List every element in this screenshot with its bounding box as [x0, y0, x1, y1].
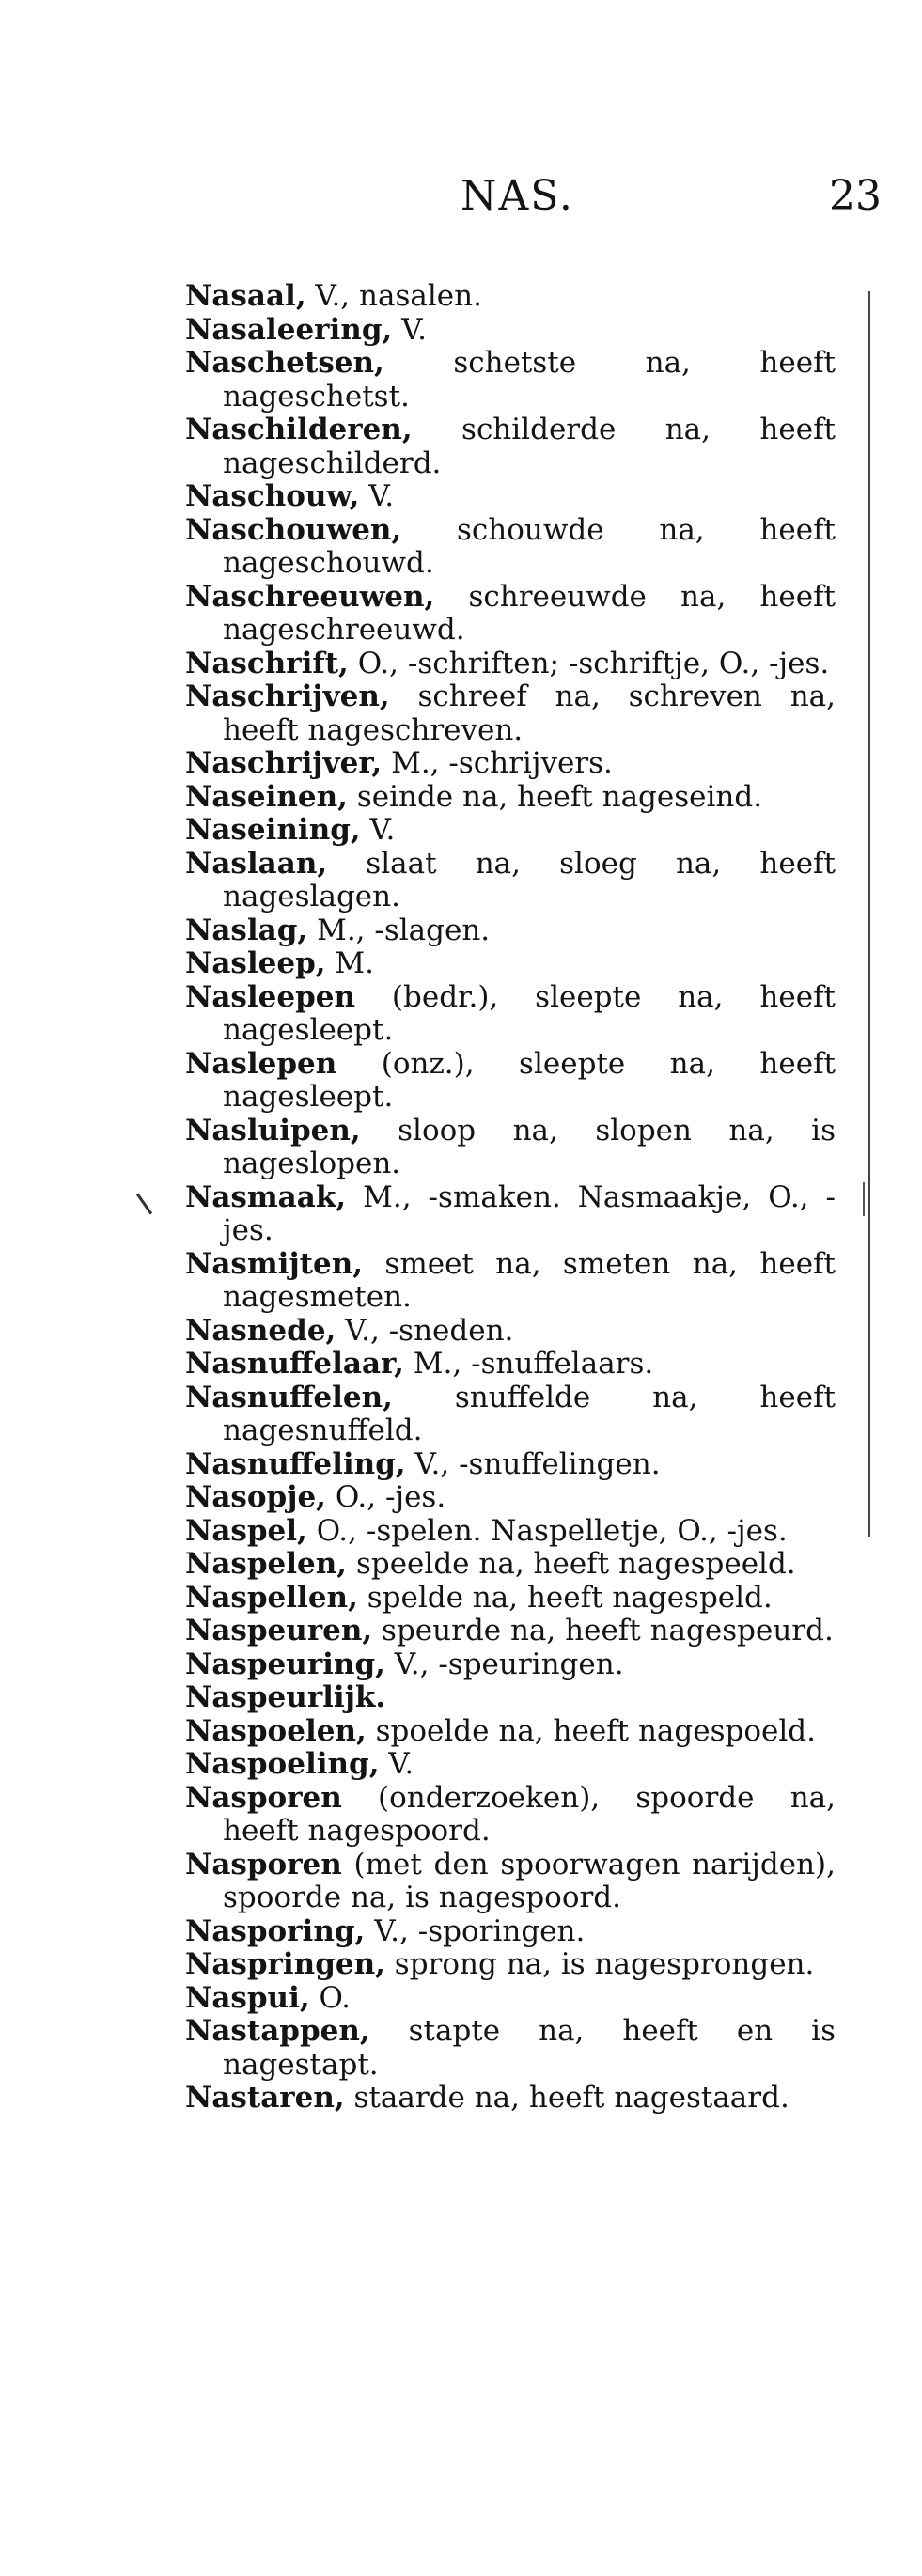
- entry-definition: O., -schriften; -schriftje, O., -jes.: [348, 646, 830, 680]
- entry-headword: Naschetsen,: [185, 346, 384, 380]
- entry-headword: Naspelen,: [185, 1547, 348, 1581]
- dictionary-entry: [185, 1615, 836, 1648]
- entry-headword: Naschrijven,: [185, 679, 390, 713]
- entry-definition: (onderzoeken), spoorde na, heeft nagespoord.: [223, 1780, 836, 1848]
- entry-headword: Naspringen,: [185, 1947, 385, 1981]
- entry-definition: V., nasalen.: [305, 279, 482, 313]
- entry-headword: Nasporing,: [185, 1913, 366, 1948]
- dictionary-entry: [185, 1982, 836, 2016]
- entry-headword: Naspoeling,: [185, 1747, 380, 1781]
- entry-definition: (bedr.), sleepte na, heeft nagesleept.: [223, 979, 836, 1047]
- dictionary-entry: [185, 581, 836, 648]
- entry-headword: Nasnuffelaar,: [185, 1347, 404, 1381]
- entry-definition: O.: [309, 1980, 351, 2015]
- dictionary-entry: [185, 1448, 836, 1482]
- entry-headword: Naschouwen,: [185, 512, 402, 547]
- dictionary-entry: [185, 848, 836, 914]
- dictionary-entry: [185, 1248, 836, 1315]
- dictionary-entry: [185, 1481, 836, 1515]
- dictionary-entry: [185, 814, 836, 848]
- entry-definition: M., -slagen.: [307, 913, 491, 947]
- entry-headword: Naspeurlijk.: [185, 1680, 386, 1714]
- entry-headword: Nastaren,: [185, 2081, 345, 2115]
- entry-definition: schreef na, schreven na, heeft nageschreven.: [223, 679, 836, 747]
- dictionary-entry: [185, 2082, 836, 2115]
- entry-headword: Nasaleering,: [185, 312, 393, 347]
- dictionary-entry: [185, 914, 836, 948]
- entry-definition: M., -schrijvers.: [382, 746, 613, 780]
- entry-headword: Naspui,: [185, 1980, 310, 2015]
- dictionary-entry: [185, 414, 836, 480]
- entry-headword: Nasleep,: [185, 946, 326, 980]
- dictionary-entry: [185, 1115, 836, 1181]
- entry-definition: O., -spelen. Naspelletje, O., -jes.: [306, 1513, 788, 1548]
- entry-headword: Naschreeuwen,: [185, 579, 435, 614]
- entry-headword: Naseinen,: [185, 779, 348, 814]
- entry-definition: O., -jes.: [325, 1480, 446, 1514]
- entry-headword: Naseining,: [185, 813, 361, 847]
- dictionary-entry: [185, 680, 836, 747]
- entry-headword: Nasnede,: [185, 1313, 336, 1348]
- margin-rule-tick: [863, 1182, 865, 1216]
- dictionary-entry: [185, 1748, 836, 1782]
- entry-definition: V., -speuringen.: [384, 1647, 624, 1681]
- entry-definition: spelde na, heeft nagespeld.: [357, 1580, 773, 1615]
- entry-definition: sloop na, slopen na, is nageslopen.: [223, 1113, 836, 1180]
- entry-definition: (onz.), sleepte na, heeft nagesleept.: [223, 1046, 836, 1114]
- running-head: [0, 172, 922, 228]
- entry-headword: Naslaan,: [185, 846, 328, 881]
- entry-headword: Naschouw,: [185, 479, 360, 513]
- margin-mark: [136, 1193, 152, 1214]
- entry-headword: Naspeuren,: [185, 1614, 373, 1647]
- entry-definition: V., -sporingen.: [365, 1913, 586, 1948]
- entry-definition: speelde na, heeft nagespeeld.: [347, 1547, 796, 1581]
- entry-headword: Nasleepen: [185, 979, 356, 1014]
- entry-definition: V.: [392, 312, 427, 347]
- dictionary-entry: [185, 1382, 836, 1448]
- dictionary-entry: [185, 1582, 836, 1616]
- entry-definition: slaat na, sloeg na, heeft nageslagen.: [223, 846, 836, 913]
- dictionary-entry: [185, 314, 836, 348]
- dictionary-entry: [185, 1948, 836, 1982]
- entry-definition: schetste na, heeft nageschetst.: [223, 346, 836, 414]
- dictionary-entry: [185, 347, 836, 414]
- entry-headword: Naspel,: [185, 1513, 307, 1548]
- dictionary-entry: [185, 1782, 836, 1849]
- entry-headword: Nasporen: [185, 1847, 342, 1881]
- entry-headword: Naschrijver,: [185, 746, 383, 780]
- dictionary-entry: [185, 1715, 836, 1749]
- entry-definition: V.: [379, 1747, 414, 1781]
- entry-definition: V., -snuffelingen.: [405, 1446, 661, 1481]
- dictionary-entry: [185, 514, 836, 581]
- margin-rule: [868, 291, 870, 1537]
- entry-headword: Nasluipen,: [185, 1113, 361, 1147]
- dictionary-entry: [185, 1849, 836, 1915]
- entry-definition: V., -sneden.: [336, 1313, 514, 1348]
- entry-headword: Nasnuffelen,: [185, 1380, 393, 1414]
- dictionary-entry: [185, 648, 836, 681]
- entry-definition: M., -snuffelaars.: [403, 1347, 654, 1381]
- entry-definition: sprong na, is nagesprongen.: [384, 1947, 815, 1981]
- entry-definition: schouwde na, heeft nageschouwd.: [223, 512, 836, 580]
- dictionary-entry: [185, 1348, 836, 1382]
- entry-definition: V.: [360, 813, 396, 847]
- page-number: 23: [829, 172, 882, 220]
- dictionary-entry: [185, 1515, 836, 1549]
- entry-definition: schreeuwde na, heeft nageschreeuwd.: [223, 579, 836, 647]
- entry-headword: Nasmaak,: [185, 1179, 347, 1214]
- dictionary-entry: [185, 1048, 836, 1115]
- entry-definition: snuffelde na, heeft nagesnuffeld.: [223, 1380, 836, 1447]
- entry-headword: Naspoelen,: [185, 1713, 367, 1748]
- entry-definition: seinde na, heeft nageseind.: [347, 779, 763, 814]
- entry-headword: Nasmijten,: [185, 1246, 364, 1281]
- dictionary-entry: [185, 1681, 836, 1715]
- entry-headword: Nasaal,: [185, 279, 306, 313]
- dictionary-entry: [185, 947, 836, 981]
- entry-definition: M., -smaken. Nasmaakje, O., -jes.: [223, 1179, 836, 1247]
- entry-definition: smeet na, smeten na, heeft nagesmeten.: [223, 1246, 836, 1314]
- entry-list: [185, 280, 836, 2115]
- entry-headword: Naspeuring,: [185, 1647, 385, 1681]
- entry-definition: spoelde na, heeft nagespoeld.: [366, 1713, 816, 1748]
- dictionary-entry: [185, 981, 836, 1048]
- dictionary-entry: [185, 1915, 836, 1949]
- dictionary-entry: [185, 480, 836, 514]
- entry-definition: stapte na, heeft en is nagestapt.: [223, 2014, 836, 2082]
- dictionary-entry: [185, 1181, 836, 1248]
- entry-definition: speurde na, heeft nagespeurd.: [372, 1614, 834, 1647]
- entry-definition: schilderde na, heeft nageschilderd.: [223, 413, 836, 480]
- dictionary-entry: [185, 2015, 836, 2082]
- entry-headword: Nasnuffeling,: [185, 1446, 406, 1481]
- entry-headword: Nasporen: [185, 1780, 342, 1815]
- page-title: NAS.: [461, 172, 574, 220]
- entry-headword: Naschilderen,: [185, 413, 413, 446]
- dictionary-entry: [185, 1548, 836, 1582]
- entry-definition: M.: [325, 946, 375, 980]
- entry-headword: Nasopje,: [185, 1480, 326, 1514]
- entry-headword: Naspellen,: [185, 1580, 358, 1615]
- entry-headword: Nastappen,: [185, 2014, 370, 2048]
- entry-headword: Naschrift,: [185, 646, 349, 680]
- dictionary-entry: [185, 1315, 836, 1349]
- dictionary-entry: [185, 781, 836, 815]
- entry-definition: V.: [359, 479, 395, 513]
- dictionary-entry: [185, 1648, 836, 1682]
- entry-definition: (met den spoorwagen narijden), spoorde na, is nagespoord.: [223, 1847, 836, 1914]
- entry-definition: staarde na, heeft nagestaard.: [344, 2081, 789, 2115]
- dictionary-entry: [185, 280, 836, 314]
- entry-headword: Naslag,: [185, 913, 308, 947]
- entry-headword: Naslepen: [185, 1046, 337, 1081]
- dictionary-entry: [185, 747, 836, 781]
